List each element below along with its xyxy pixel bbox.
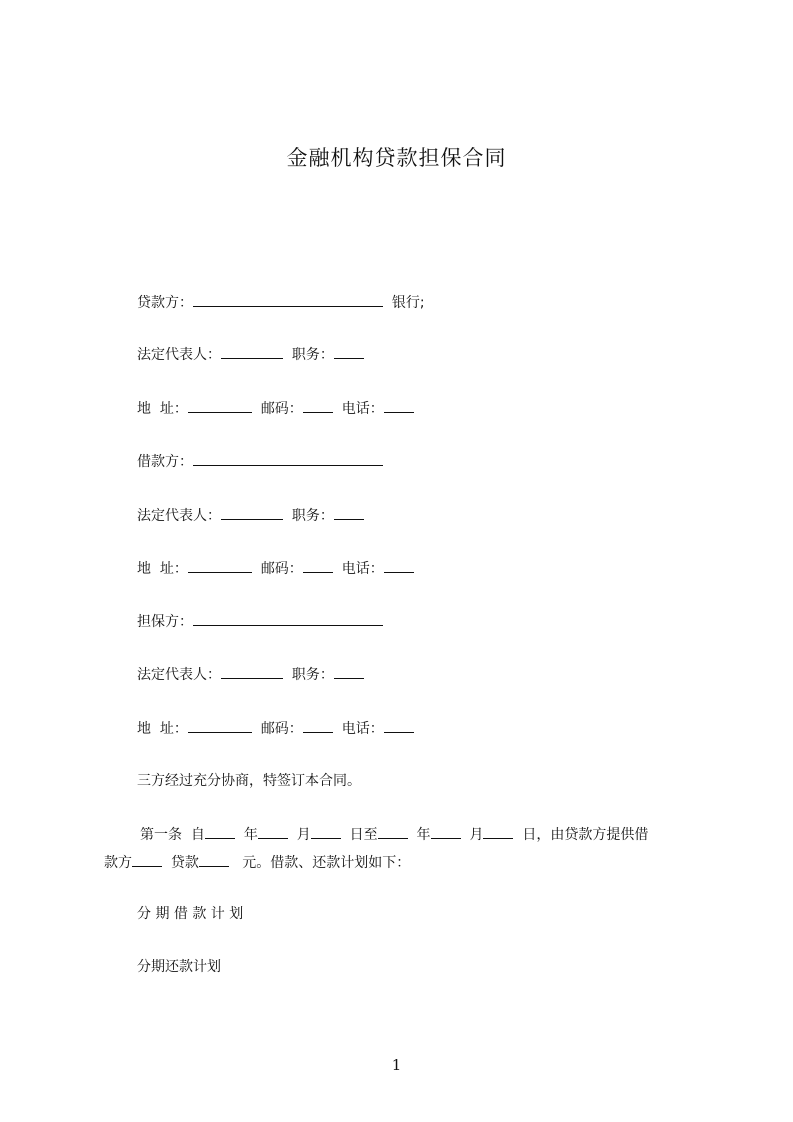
borrower-rep-line [137, 505, 364, 526]
lender-suffix: 银行; [391, 295, 425, 311]
article1-year1: 年 [243, 827, 258, 843]
lender-address-line [137, 398, 414, 419]
guarantor-address-line [137, 718, 414, 739]
lender-line [137, 292, 425, 313]
guarantor-line [137, 611, 383, 632]
guarantor-postcode-blank [303, 718, 333, 733]
lender-position-label: 职务： [291, 347, 334, 363]
article1-month2: 月 [469, 827, 484, 843]
article1-day2: 日，由贷款方提供借 [522, 827, 649, 843]
borrower-position-label: 职务： [291, 508, 334, 524]
article1-lead: 第一条 自 [140, 827, 205, 843]
lender-rep-label: 法定代表人： [137, 347, 221, 363]
borrower-line [137, 451, 383, 472]
borrower-rep-blank [221, 505, 283, 520]
borrower-address-blank [188, 558, 252, 573]
plan-borrow-heading: 分 期 借 款 计 划 [137, 906, 244, 922]
article1-blank-5 [431, 824, 461, 839]
lender-rep-blank [221, 344, 283, 359]
agreement-statement: 三方经过充分协商，特签订本合同。 [137, 773, 361, 789]
guarantor-postcode-label: 邮码： [260, 721, 303, 737]
lender-address-blank [188, 398, 252, 413]
guarantor-rep-label: 法定代表人： [137, 667, 221, 683]
lender-phone-label: 电话： [341, 401, 384, 417]
lender-address-label: 地 址： [137, 401, 188, 417]
document-title: 金融机构贷款担保合同 [286, 146, 507, 170]
guarantor-position-blank [334, 664, 364, 679]
article1-cont-tail: 元。借款、还款计划如下： [242, 855, 411, 871]
article1-blank-1 [205, 824, 235, 839]
guarantor-address-blank [188, 718, 252, 733]
article1-blank-3 [311, 824, 341, 839]
lender-label: 贷款方： [137, 295, 193, 311]
guarantor-label: 担保方： [137, 614, 193, 630]
borrower-postcode-label: 邮码： [260, 561, 303, 577]
borrower-blank [193, 451, 383, 466]
article1-loan: 贷款 [170, 855, 199, 871]
article1-cont-lead: 款方 [104, 855, 132, 871]
guarantor-address-label: 地 址： [137, 721, 188, 737]
article1-blank-7 [132, 852, 162, 867]
guarantor-blank [193, 611, 383, 626]
borrower-rep-label: 法定代表人： [137, 508, 221, 524]
article1-blank-2 [258, 824, 288, 839]
borrower-position-blank [334, 505, 364, 520]
article1-line1 [140, 824, 648, 845]
borrower-phone-label: 电话： [341, 561, 384, 577]
article1-blank-4 [378, 824, 408, 839]
borrower-label: 借款方： [137, 454, 193, 470]
plan-repay-heading: 分期还款计划 [137, 959, 221, 975]
lender-blank [193, 292, 383, 307]
lender-postcode-blank [303, 398, 333, 413]
borrower-postcode-blank [303, 558, 333, 573]
guarantor-rep-blank [221, 664, 283, 679]
lender-rep-line [137, 344, 364, 365]
article1-line2 [104, 852, 410, 873]
lender-position-blank [334, 344, 364, 359]
article1-day1: 日至 [349, 827, 378, 843]
lender-phone-blank [384, 398, 414, 413]
article1-blank-6 [483, 824, 513, 839]
borrower-phone-blank [384, 558, 414, 573]
borrower-address-line [137, 558, 414, 579]
page-number: 1 [391, 1056, 402, 1074]
lender-postcode-label: 邮码： [260, 401, 303, 417]
article1-month1: 月 [296, 827, 311, 843]
guarantor-rep-line [137, 664, 364, 685]
guarantor-position-label: 职务： [291, 667, 334, 683]
guarantor-phone-label: 电话： [341, 721, 384, 737]
guarantor-phone-blank [384, 718, 414, 733]
article1-year2: 年 [416, 827, 431, 843]
borrower-address-label: 地 址： [137, 561, 188, 577]
article1-blank-8 [199, 852, 229, 867]
